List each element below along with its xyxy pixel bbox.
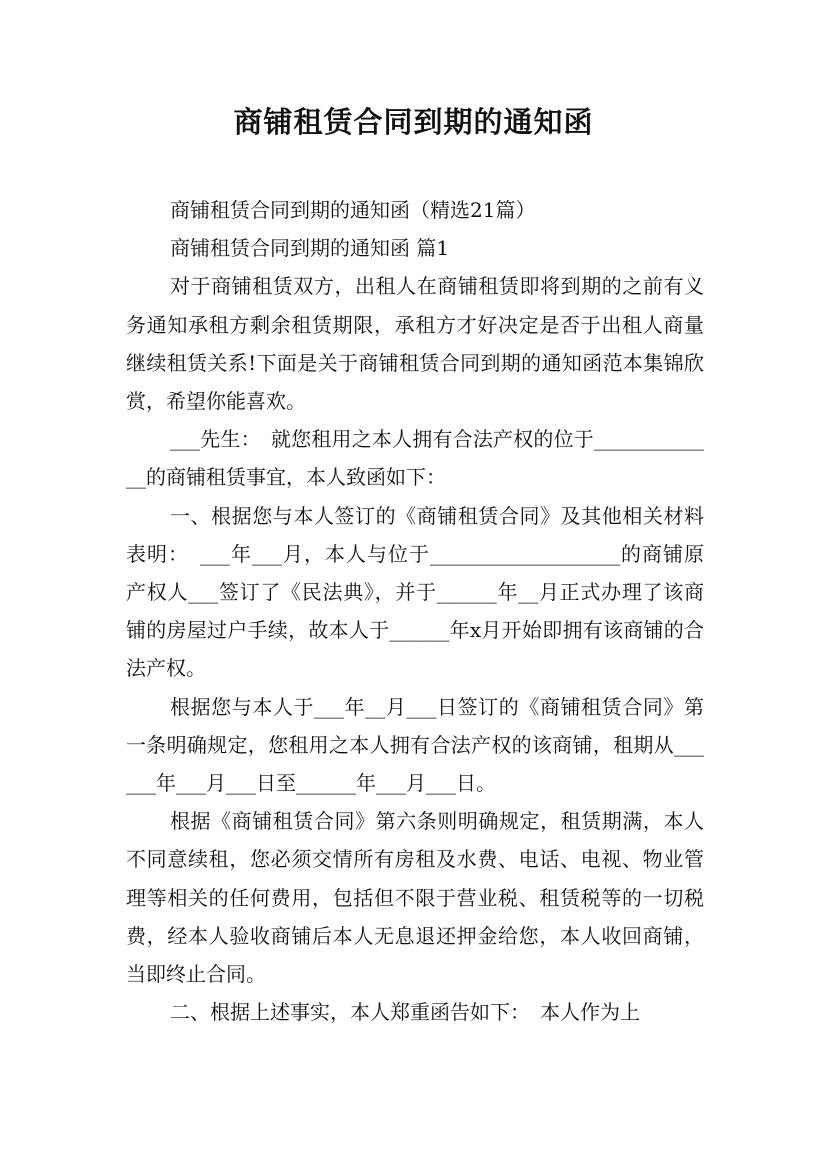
- paragraph-clause-one: 一、根据您与本人签订的《商铺租赁合同》及其他相关材料表明： ___年___月，本人与位于___________________的商铺原产权人___签订了《民法典》，并于______年__月正式办理了该商铺的房屋过户手续，故本人于______年x月开始即拥有该商铺的合法产权。: [126, 503, 704, 681]
- document-title: 商铺租赁合同到期的通知函: [233, 105, 594, 139]
- paragraph-intro: 对于商铺租赁双方，出租人在商铺租赁即将到期的之前有义务通知承租方剩余租赁期限，承租方才好决定是否于出租人商量继续租赁关系!下面是关于商铺租赁合同到期的通知函范本集锦欣赏，希望你能喜欢。: [126, 274, 704, 414]
- paragraph-subtitle: 商铺租赁合同到期的通知函（精选21篇）: [170, 198, 536, 222]
- paragraph-lease-end: 根据《商铺租赁合同》第六条则明确规定，租赁期满，本人不同意续租，您必须交情所有房租及水费、电话、电视、物业管理等相关的任何费用，包括但不限于营业税、租赁税等的一切税费，经本人验收商铺后本人无息退还押金给您，本人收回商铺，当即终止合同。: [126, 809, 704, 987]
- paragraph-lease-term: 根据您与本人于___年__月___日签订的《商铺租赁合同》第一条明确规定，您租用之本人拥有合法产权的该商铺，租期从______年___月___日至______年___月___日。: [126, 694, 704, 796]
- paragraph-section-heading: 商铺租赁合同到期的通知函 篇1: [170, 236, 450, 261]
- paragraph-clause-two: 二、根据上述事实，本人郑重函告如下： 本人作为上: [170, 1000, 640, 1025]
- document-body: [126, 191, 704, 1031]
- paragraph-salutation: ___先生： 就您租用之本人拥有合法产权的位于_____________的商铺租赁事宜，本人致函如下：: [126, 427, 704, 490]
